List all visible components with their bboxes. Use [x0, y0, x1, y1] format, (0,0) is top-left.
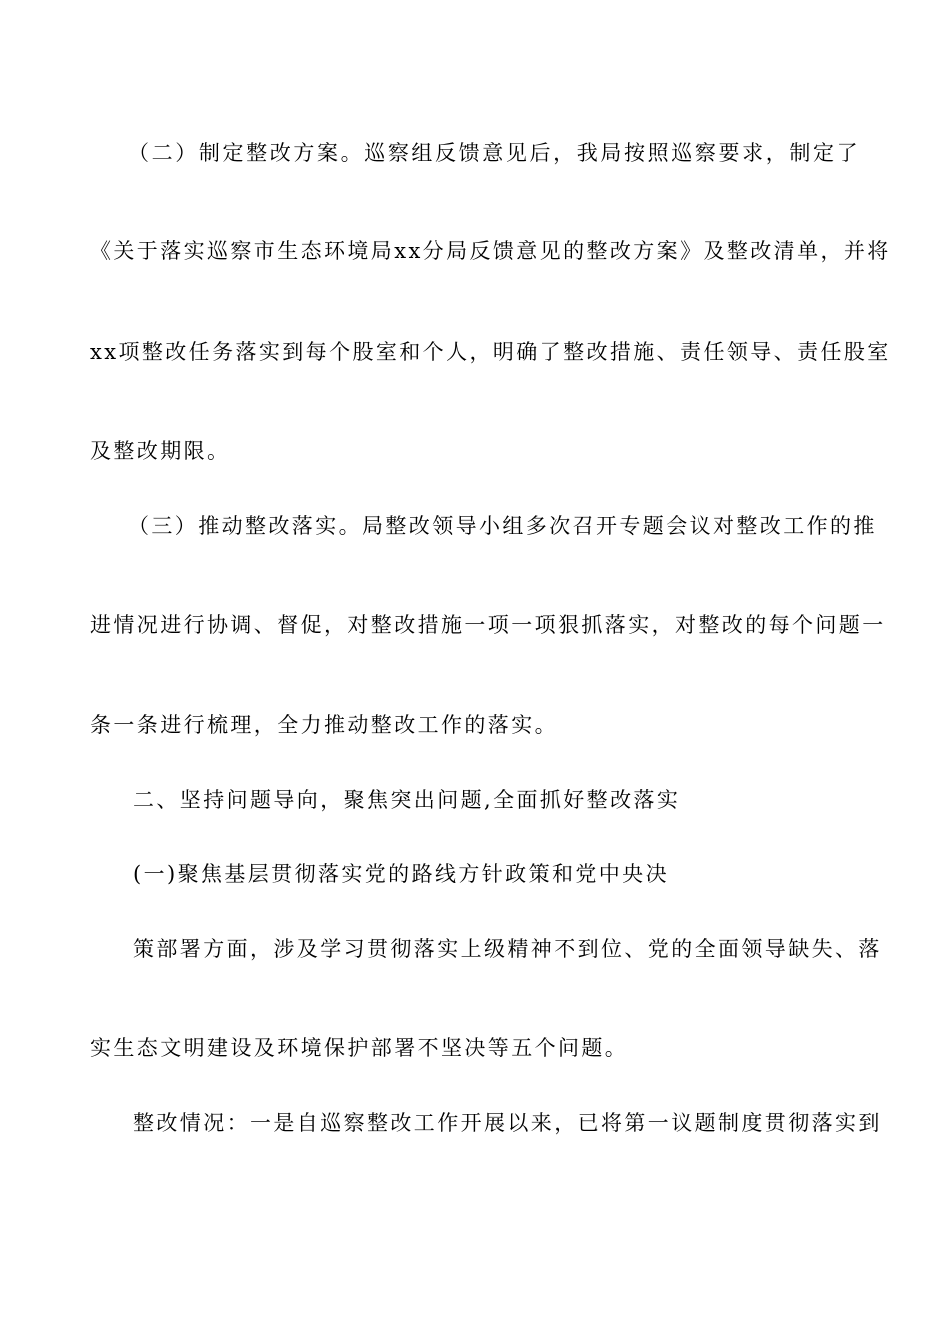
- paragraph-4-line-2: 实生态文明建设及环境保护部署不坚决等五个问题。: [90, 1036, 629, 1060]
- paragraph-4-line-1: 策部署方面，涉及学习贯彻落实上级精神不到位、党的全面领导缺失、落: [133, 937, 882, 961]
- paragraph-2-line-4: 及整改期限。: [90, 439, 231, 463]
- subsection-heading-1: (一)聚焦基层贯彻落实党的路线方针政策和党中央决: [133, 862, 669, 886]
- paragraph-2-line-3: xx项整改任务落实到每个股室和个人，明确了整改措施、责任领导、责任股室: [90, 340, 891, 364]
- paragraph-3-line-2: 进情况进行协调、督促，对整改措施一项一项狠抓落实，对整改的每个问题一: [90, 613, 886, 637]
- section-heading-2: 二、坚持问题导向，聚焦突出问题,全面抓好整改落实: [133, 788, 681, 812]
- paragraph-2-line-1: （二）制定整改方案。巡察组反馈意见后，我局按照巡察要求，制定了: [128, 141, 860, 165]
- paragraph-3-line-1: （三）推动整改落实。局整改领导小组多次召开专题会议对整改工作的推: [128, 514, 877, 538]
- paragraph-2-line-2: 《关于落实巡察市生态环境局xx分局反馈意见的整改方案》及整改清单，并将: [90, 239, 891, 263]
- paragraph-3-line-3: 条一条进行梳理，全力推动整改工作的落实。: [90, 713, 558, 737]
- paragraph-5-line-1: 整改情况：一是自巡察整改工作开展以来，已将第一议题制度贯彻落实到: [133, 1111, 882, 1135]
